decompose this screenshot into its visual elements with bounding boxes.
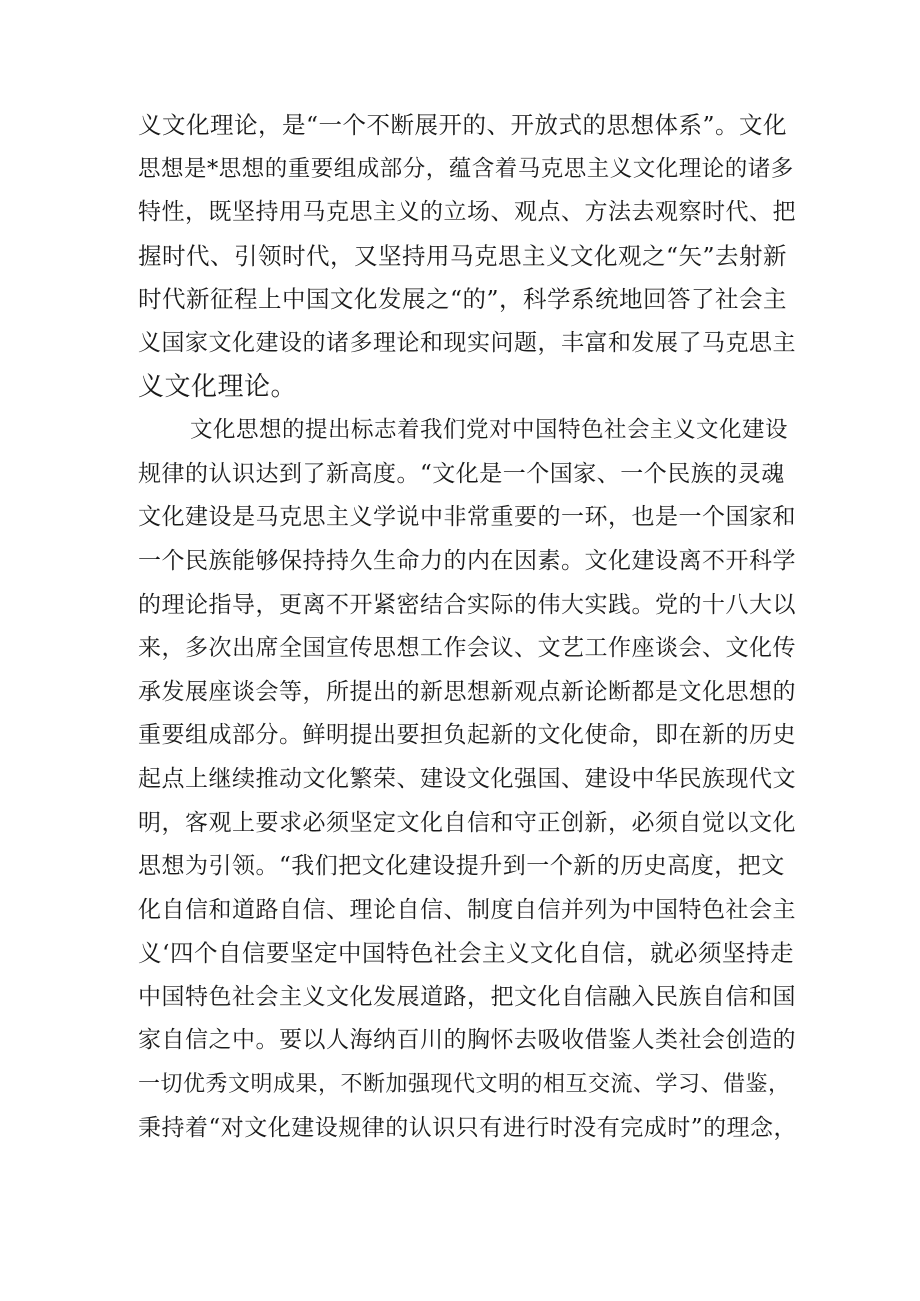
document-body (138, 104, 798, 1194)
text-line: 中国特色社会主义文化发展道路，把文化自信融入民族自信和国 (138, 983, 796, 1010)
text-line: 义‘四个自信要坚定中国特色社会主义文化自信，就必须坚持走 (138, 939, 794, 968)
text-line: 文化思想的提出标志着我们党对中国特色社会主义文化建设 (190, 417, 789, 444)
text-line: 起点上继续推动文化繁荣、建设文化强国、建设中华民族现代文 (138, 765, 796, 792)
text-line: 秉持着“对文化建设规律的认识只有进行时没有完成时”的理念， (138, 1114, 798, 1141)
paragraph-2 (138, 409, 798, 1194)
text-line: 来，多次出席全国宣传思想工作会议、文艺工作座谈会、文化传 (138, 635, 796, 662)
text-line: 一个民族能够保持持久生命力的内在因素。文化建设离不开科学 (138, 547, 796, 574)
text-line: 握时代、引领时代，又坚持用马克思主义文化观之“矢”去射新 (138, 241, 788, 270)
paragraph-1 (138, 104, 798, 409)
text-line: 义国家文化建设的诸多理论和现实问题，丰富和发展了马克思主 (138, 329, 796, 356)
text-line: 义文化理论。 (138, 371, 298, 402)
text-line: 义文化理论，是“一个不断展开的、开放式的思想体系”。文化 (138, 111, 788, 139)
text-line: 规律的认识达到了新高度。“文化是一个国家、一个民族的灵魂 (138, 460, 785, 487)
text-line: 特性，既坚持用马克思主义的立场、观点、方法去观察时代、把 (138, 199, 796, 226)
text-line: 思想为引领。“我们把文化建设提升到一个新的历史高度，把文 (138, 853, 785, 880)
text-line: 化自信和道路自信、理论自信、制度自信并列为中国特色社会主 (138, 896, 796, 923)
text-line: 思想是*思想的重要组成部分，蕴含着马克思主义文化理论的诸多 (138, 155, 794, 182)
text-line (138, 1150, 798, 1194)
text-line: 一切优秀文明成果，不断加强现代文明的相互交流、学习、借鉴， (138, 1072, 791, 1098)
text-line: 时代新征程上中国文化发展之“的”，科学系统地回答了社会主 (138, 285, 788, 314)
text-line: 的理论指导，更离不开紧密结合实际的伟大实践。党的十八大以 (138, 591, 796, 618)
text-line: 重要组成部分。鲜明提出要担负起新的文化使命，即在新的历史 (138, 722, 796, 749)
text-line: 家自信之中。要以人海纳百川的胸怀去吸收借鉴人类社会创造的 (138, 1027, 796, 1054)
text-line: 承发展座谈会等，所提出的新思想新观点新论断都是文化思想的 (138, 678, 796, 705)
text-line: 明，客观上要求必须坚定文化自信和守正创新，必须自觉以文化 (138, 809, 796, 836)
text-line: 文化建设是马克思主义学说中非常重要的一环，也是一个国家和 (138, 504, 796, 531)
